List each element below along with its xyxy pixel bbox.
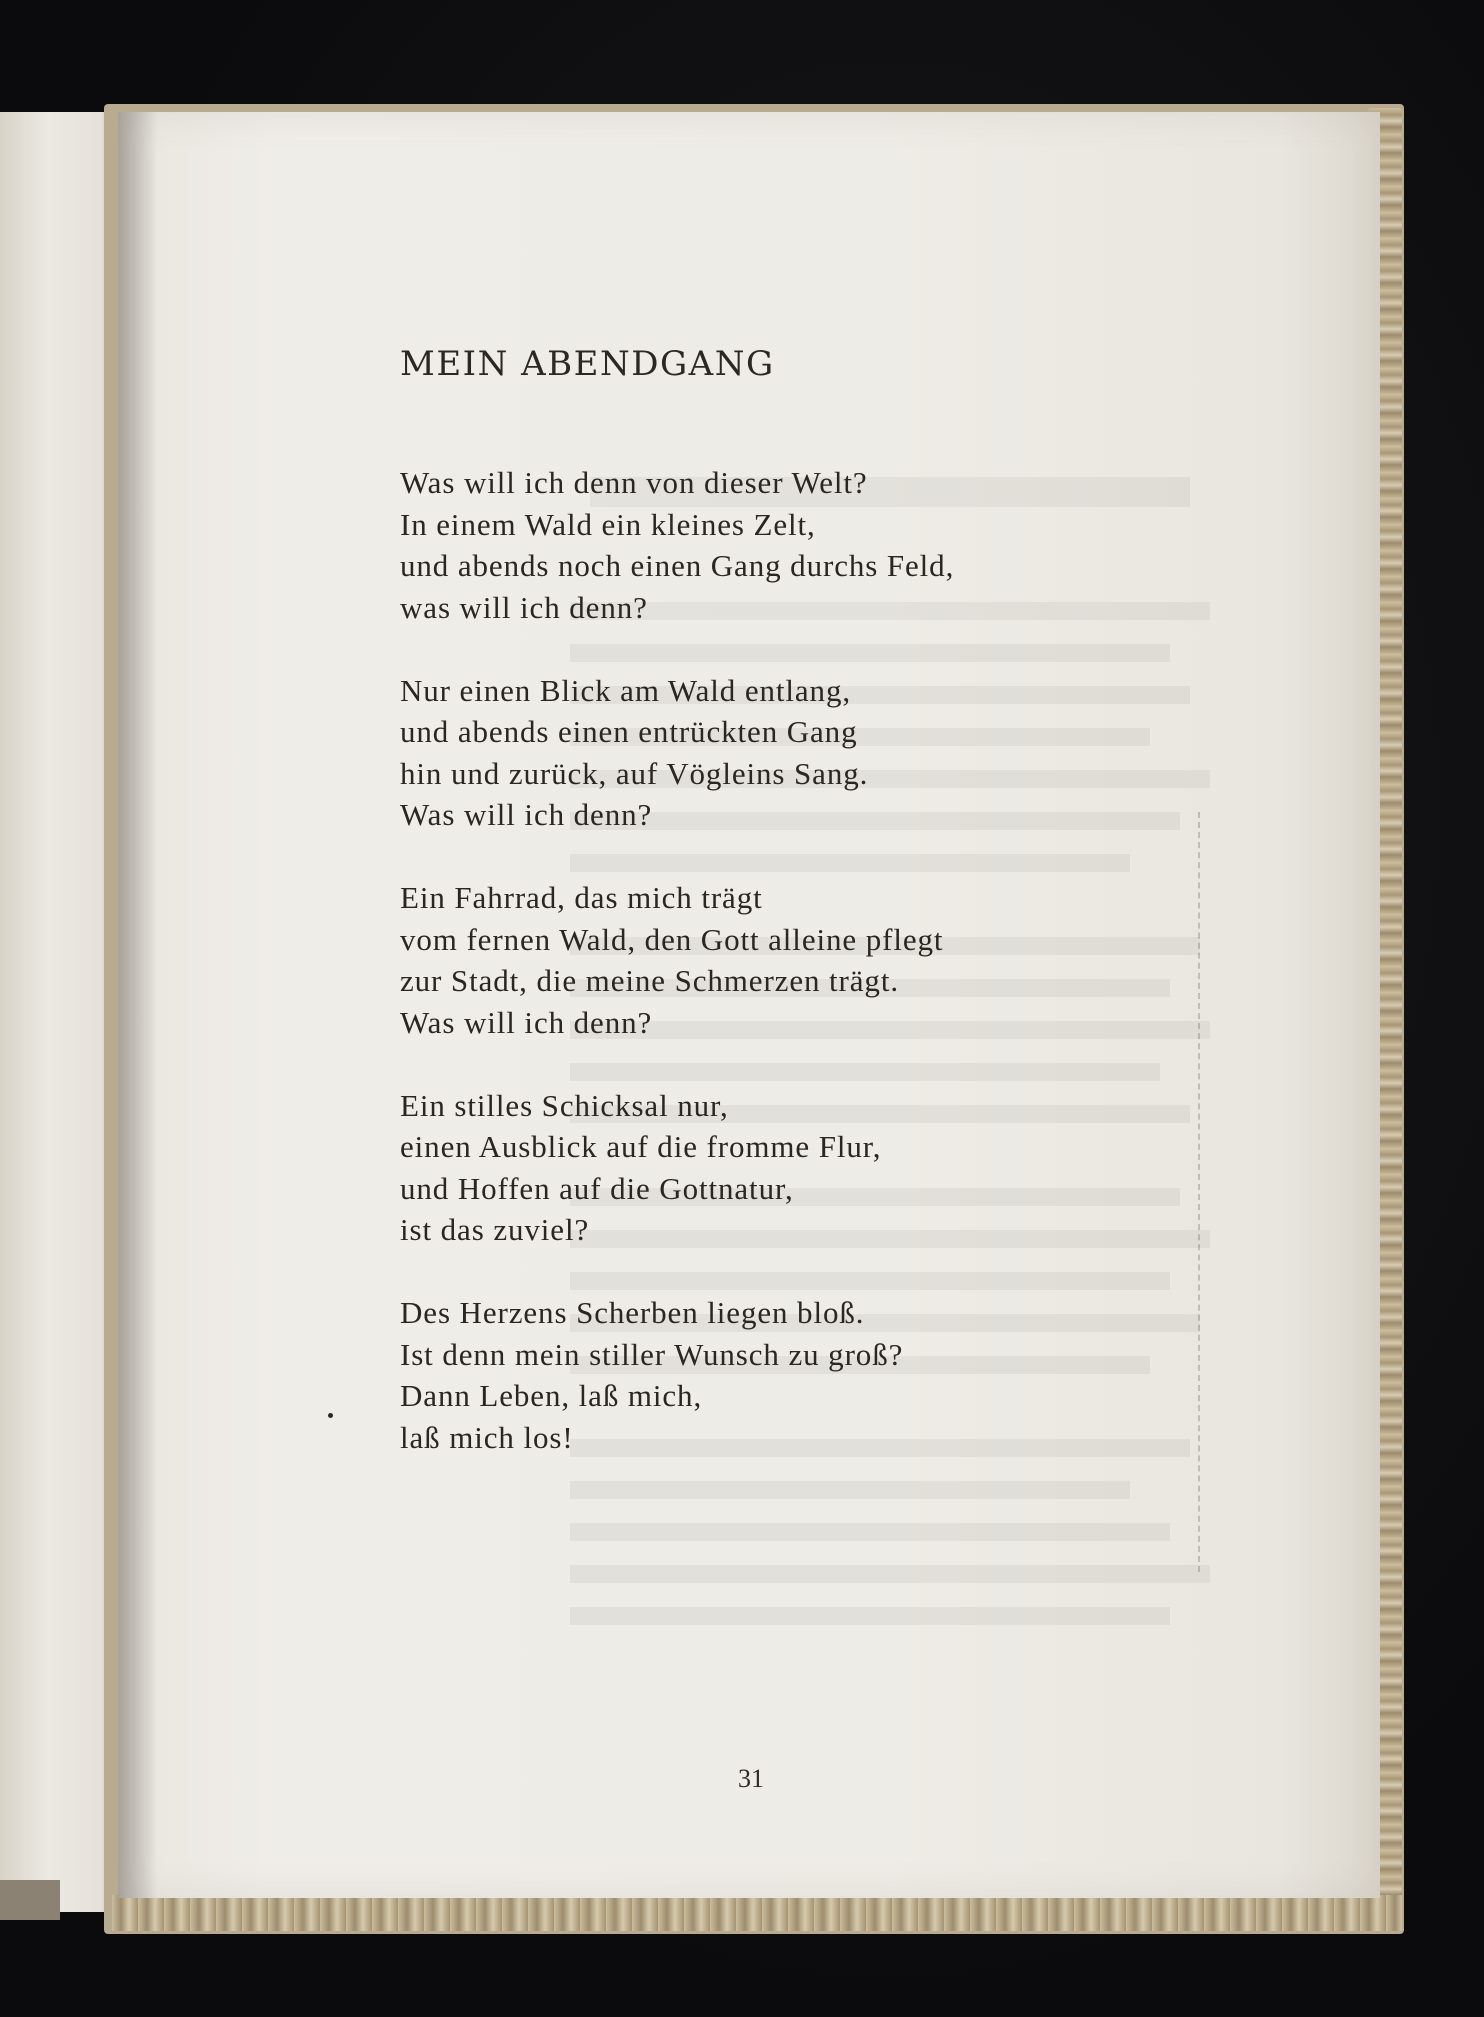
page-number: 31 bbox=[738, 1764, 764, 1793]
poem-line: zur Stadt, die meine Schmerzen trägt. bbox=[400, 963, 899, 998]
poem-line: Was will ich denn von dieser Welt? bbox=[400, 465, 868, 500]
poem-line: und abends noch einen Gang durchs Feld, bbox=[400, 548, 955, 583]
cover-edge-bottom bbox=[112, 1895, 1402, 1931]
cut-marks bbox=[1198, 812, 1220, 1572]
poem-title: MEIN ABENDGANG bbox=[400, 344, 775, 384]
ink-speck bbox=[328, 1413, 333, 1418]
poem-line: Was will ich denn? bbox=[400, 1004, 653, 1040]
left-facing-page bbox=[0, 112, 118, 1912]
poem-line: In einem Wald ein kleines Zelt, bbox=[400, 506, 816, 542]
poem-line: Des Herzens Scherben liegen bloß. bbox=[400, 1295, 865, 1330]
left-cover-edge bbox=[0, 1880, 60, 1920]
poem-line: Ein stilles Schicksal nur, bbox=[400, 1087, 729, 1123]
poem-line: hin und zurück, auf Vögleins Sang. bbox=[400, 755, 869, 791]
poem-line: Dann Leben, laß mich, bbox=[400, 1378, 703, 1413]
poem-line: Ist denn mein stiller Wunsch zu groß? bbox=[400, 1336, 904, 1372]
stanza bbox=[400, 877, 954, 1043]
poem-line: und abends einen entrückten Gang bbox=[400, 714, 858, 749]
stanza bbox=[400, 1292, 954, 1458]
poem-line: was will ich denn? bbox=[400, 589, 648, 625]
poem-line: ist das zuviel? bbox=[400, 1212, 590, 1247]
poem-line: laß mich los! bbox=[400, 1419, 574, 1455]
poem-line: vom fernen Wald, den Gott alleine pflegt bbox=[400, 921, 944, 957]
poem-line: Ein Fahrrad, das mich trägt bbox=[400, 880, 763, 915]
poem-body bbox=[400, 462, 954, 1500]
right-page bbox=[118, 112, 1380, 1898]
stanza bbox=[400, 670, 954, 836]
poem-line: einen Ausblick auf die fromme Flur, bbox=[400, 1129, 882, 1164]
poem-line: Nur einen Blick am Wald entlang, bbox=[400, 672, 852, 708]
stanza bbox=[400, 462, 954, 628]
stanza bbox=[400, 1085, 954, 1251]
gutter-shadow bbox=[118, 112, 158, 1898]
poem-line: Was will ich denn? bbox=[400, 797, 653, 832]
poem-line: und Hoffen auf die Gottnatur, bbox=[400, 1170, 794, 1206]
